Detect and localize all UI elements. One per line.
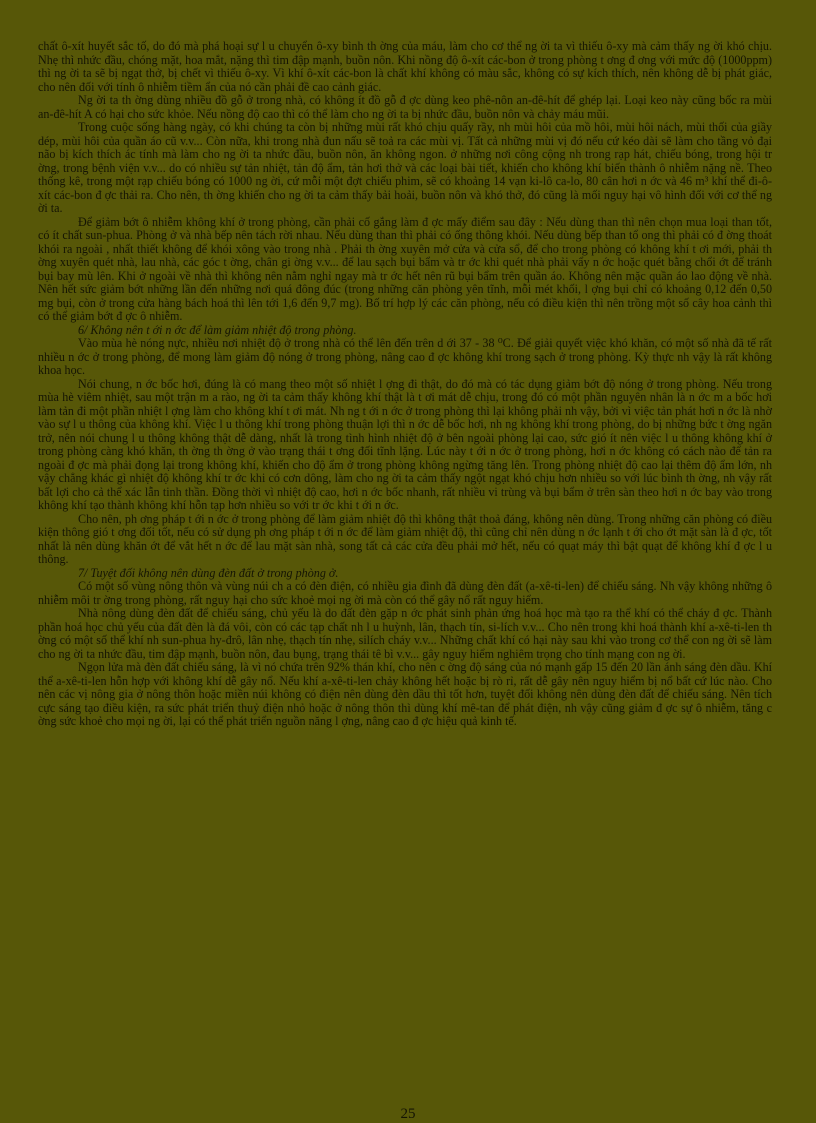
body-paragraph: Có một số vùng nông thôn và vùng núi ch a có đèn điện, có nhiều gia đình đã dùng đèn đất (a-xê-ti-len) để chiếu sáng. Nh vậy không những ô nhiễm môi tr ờng trong phòng, rất nguy hại cho sức khoẻ mọi ng ời mà còn có thể gây nổ rất nguy hiểm. — [38, 579, 776, 607]
body-paragraph: Trong cuộc sống hàng ngày, có khi chúng ta còn bị những mùi rất khó chịu quấy rầy, nh mùi hôi của mồ hôi, mùi hôi nách, mùi thối của giầy dép, mùi hôi của quần áo cũ v.v... Còn nữa, khi trong nhà đun nấu sẽ toả ra các mùi vị. Tất cả những mùi vị đó nếu cứ kéo dài sẽ làm cho tầng vỏ đại não bị kích thích ác tính mà làm cho ng ời ta nhức đầu, buồn nôn, ăn không ngon. ở những nơi công cộng nh trong rạp hát, chiếu bóng, trong hội tr ờng, trong bệnh viện v.v... do có nhiều sự tản nhiệt, tản độ ẩm, tản hơi thở và các loại bài tiết, khiến cho không khí biến thành ô nhiễm nặng nề. Theo thống kê, trong một rạp chiếu bóng có 1000 ng ời, cứ mỗi một đợt chiếu phim, sẽ có khoảng 14 vạn ki-lô ca-lo, 80 cân hơi n ớc và 46 m³ khí thể đi-ô-xít các-bon đ ợc thải ra. Cho nên, th ờng khiến cho ng ời ta cảm thấy bải hoải, buồn nôn và khó thở, đó cũng là mối nguy hại vô hình đối với cơ thể ng ời ta. — [38, 120, 776, 215]
body-paragraph: Nhà nông dùng đèn đất để chiếu sáng, chủ yếu là do đất đèn gặp n ớc phát sinh phản ứng hoá học mà tạo ra thể khí có thể cháy đ ợc. Thành phần hoá học chủ yếu của đất đèn là đá vôi, còn có các tạp chất nh l u huỳnh, lân, thạch tín, si-lích v.v... Cho nên trong khi hoá thành khí a-xê-ti-len th ờng có một số thể khí nh sun-phua hy-đrô, lân nhẹ, thạch tín nhẹ, silích cháy v.v... Những chất khí có hại này sau khi vào trong cơ thể con ng ời sẽ làm cho ng ời ta nhức đầu, tim đập mạnh, buồn nôn, đau bụng, trạng thái tê bì v.v... gây nguy hiểm nghiêm trọng cho tính mạng con ng ời. — [38, 606, 776, 661]
body-paragraph: Ngọn lửa mà đèn đất chiếu sáng, là vì nó chứa trên 92% thán khí, cho nên c ờng độ sáng của nó mạnh gấp 15 đến 20 lần ánh sáng đèn dầu. Khí thể a-xê-ti-len hỗn hợp với không khí dễ gây nổ. Nếu khí a-xê-ti-len chảy không hết hoặc bị rò rỉ, rất dễ gây nên nguy hiểm bị nổ bất cứ lúc nào. Cho nên các vị nông gia ở nông thôn hoặc miền núi không có điện nên dùng đèn dầu thì tốt hơn, tuyệt đối không nên dùng đèn đất để chiếu sáng. Nên tích cực sáng tạo điều kiện, ra sức phát triển thuỷ điện nhỏ hoặc ở nông thôn thì dùng khí mê-tan để phát điện, nh vậy cũng giảm đ ợc sự ô nhiễm, tăng c ờng sức khoẻ cho mọi ng ời, lại có thể phát triển nguồn năng l ợng, nâng cao đ ợc hiệu quả kinh tế. — [38, 660, 776, 728]
body-paragraph: Để giảm bớt ô nhiễm không khí ở trong phòng, cần phải cố gắng làm đ ợc mấy điểm sau đây : Nếu dùng than thì nên chọn mua loại than tốt, có ít chất sun-phua. Phòng ở và nhà bếp nên tách rời nhau. Nếu dùng than thì phải có ống thông khói. Nếu dùng bếp than tổ ong thì phải có đ ờng thoát khói ra ngoài , nhất thiết không để khói xông vào trong nhà . Phải th ờng xuyên mở cửa và cửa sổ, để cho trong phòng có không khí t ơi mới, phải th ờng xuyên quét nhà, lau nhà, các góc t ờng, chân gi ờng v.v... để lau sạch bụi bẩm và tr ớc khi quét nhà phải vẩy n ớc hoặc quét bằng chổi ớt để tránh bụi bay mù lên. Khi ở ngoài về nhà thì không nên nằm nghỉ ngay mà tr ớc hết nên rũ bụi bẩm trên quần áo. Không nên mặc quần áo lao động về nhà. Nên hết sức giảm bớt những lần đến những nơi quá đông đúc (trong những căn phòng yên tĩnh, mỗi mét khối, l ợng bụi chỉ có khoảng 0,12 đến 0,50 mg bụi, còn ở trong cửa hàng bách hoá thì lên tới 1,6 đến 9,7 mg). Bố trí hợp lý các căn phòng, nếu có điều kiện thì nên trồng một số cây hoa cảnh thì có thể giảm bớt đ ợc ô nhiễm. — [38, 214, 776, 323]
section-heading: 6/ Không nên t ới n ớc để làm giảm nhiệt độ trong phòng. — [78, 322, 357, 337]
body-paragraph: Ng ời ta th ờng dùng nhiều đồ gỗ ở trong nhà, có không ít đồ gỗ đ ợc dùng keo phê-nôn an-đê-hít để ghép lại. Loại keo này cũng bốc ra mùi an-đê-hít A có hại cho sức khỏe. Nếu nồng độ cao thì có thể làm cho ng ời ta bị nhức đầu, buồn nôn và chảy máu mũi. — [38, 93, 776, 121]
body-paragraph: Vào mùa hè nóng nực, nhiều nơi nhiệt độ ở trong nhà có thể lên đến trên d ới 37 - 38 ⁰C. Để giải quyết việc khó khăn, có một số nhà đã tế rất nhiều n ớc ở trong phòng, để mong làm giảm độ nóng ở trong phòng, nâng cao đ ợc không khí trong sạch ở trong phòng. Kỳ thực nh vậy là rất không khoa học. — [38, 336, 776, 377]
body-paragraph: Nói chung, n ớc bốc hơi, đúng là có mang theo một số nhiệt l ợng đi thật, do đó mà có tác dụng giảm bớt độ nóng ở trong phòng. Nếu trong mùa hè viêm nhiệt, sau một trận m a rào, ng ời ta cảm thấy không khí thật là t ơi mát dễ chịu, trong đó có một phần nguyên nhân là n ớc m a bốc hơi làm tản đi một phần nhiệt l ợng làm cho không khí t ơi mát. Nh ng t ới n ớc ở trong phòng thì lại không phải nh vậy, bởi vì việc tản phát hơi n ớc là nhờ vào sự l u thông của không khí. Việc l u thông khí trong phòng thuận lợi thì n ớc dễ bốc hơi, nh ng không khí trong phòng, do bị những bức t ờng ngăn trở, nên nói chung l u thông không thật dễ dàng, nhất là trong tình hình nhiệt độ ở bên ngoài phòng lại cao, sức gió ít nên việc l u thông không khí ở trong phòng càng khó khăn, th ờng th ờng ở vào trạng thái t ơng đối tĩnh lặng. Lúc này t ới n ớc ở trong phòng, hơi n ớc không có cách nào để tản ra ngoài đ ợc mà phải đọng lại trong không khí, khiến cho độ ẩm ở trong phòng không ngừng tăng lên. Trong phòng nhiệt độ cao lại thêm độ ẩm lớn, nh vậy chẳng khác gì nhiệt độ không khí tr ớc khi có cơn dông, làm cho ng ời ta cảm thấy ngột ngạt khó chịu hơn nhiều so với lúc bình th ờng, nh vậy rất bất lợi cho cả thể xác lẫn tinh thần. Đồng thời vì nhiệt độ cao, hơi n ớc bốc nhanh, rất nhiều vi trùng và bụi bẩm ở trên sàn theo hơi n ớc bay vào trong không khí tạo thành không khí hỗn tạp hơn nhiều so với tr ớc khi t ới n ớc. — [38, 376, 776, 512]
document-body — [38, 39, 776, 729]
body-paragraph: Cho nên, ph ơng pháp t ới n ớc ở trong phòng để làm giảm nhiệt độ thì không thật thoả đáng, không nên dùng. Trong những căn phòng có điều kiện thông gió t ơng đối tốt, nếu có sử dụng ph ơng pháp t ới n ớc để làm giảm nhiệt độ, thì cũng chỉ nên dùng n ớc lạnh t ới cho ớt mặt sàn là đ ợc, tốt nhất là nên dùng khăn ớt để vắt hết n ớc để lau mặt sàn nhà, song tất cả các cửa đều phải mở hết, nếu có quạt máy thì bật quạt để không khí đ ợc l u thông. — [38, 511, 776, 566]
body-paragraph: chất ô-xít huyết sắc tố, do đó mà phá hoại sự l u chuyển ô-xy bình th ờng của máu, làm cho cơ thể ng ời ta vì thiếu ô-xy mà cảm thấy ng ời khó chịu. Nhẹ thì nhức đầu, chóng mặt, hoa mắt, nặng thì tim đập mạnh, buồn nôn. Khi nồng độ ô-xít các-bon ở trong phòng t ơng đ ơng với mức độ (1000ppm) thì ng ời ta sẽ bị ngạt thở, bị chết vì thiếu ô-xy. Vì khí ô-xít các-bon là chất khí không có màu sắc, không có sự kích thích, nên không dễ bị phát giác, cho nên đối với tính ô nhiễm tiềm ẩn của nó cần phải đề cao cảnh giác. — [38, 39, 776, 94]
page-number: 25 — [400, 1106, 416, 1122]
section-heading: 7/ Tuyệt đối không nên dùng đèn đất ở trong phòng ở. — [78, 565, 339, 580]
